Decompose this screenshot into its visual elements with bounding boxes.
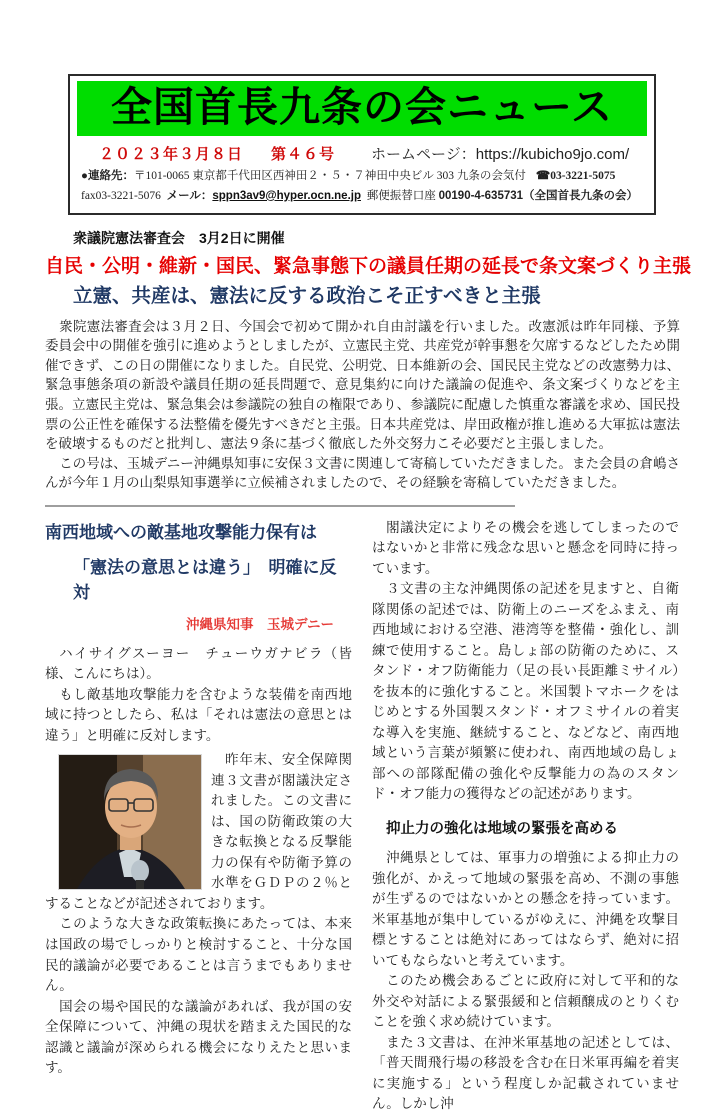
feature-paragraph: ３文書の主な沖縄関係の記述を見ますと、自衛隊関係の記述では、防衛上のニーズをふまえ、南西地域における空港、港湾等を整備・強化し、訓練で使用すること。島しょ部の防衛のために、スタンド・オフ防衛能力（足の長い長距離ミサイル）を抜本的に強化すること。米国製トマホークをはじめとする外国製スタンド・オフミサイルの着実な導入を実施、継続すること、などなど、南西地域という言葉が頻繁に使われ、南西地域の島しょ部への部隊配備の強化や反撃能力の為のスタンド・オフ能力の獲得などの記述があります。 bbox=[372, 581, 679, 802]
lead-headline-blue: 立憲、共産は、憲法に反する政治こそ正すべきと主張 bbox=[73, 285, 541, 308]
contact-line-1 bbox=[77, 167, 647, 187]
contact-address: 〒101-0065 東京都千代田区西神田２・５・７神田中央ビル 303 九条の会気付 bbox=[133, 170, 526, 183]
feature-paragraph: このような大きな政策転換にあたっては、本来は国政の場でしっかりと検討すること、十分な国民的議論が必要であることは言うまでもありません。 bbox=[45, 916, 352, 994]
email-label: メール： bbox=[166, 189, 213, 202]
email-link[interactable]: sppn3av9@hyper.ocn.ne.jp bbox=[212, 189, 361, 202]
lead-headline-red: 自民・公明・維新・国民、緊急事態下の議員任期の延長で条文案づくり主張 bbox=[45, 255, 692, 277]
homepage-url-link[interactable]: https://kubicho9jo.com/ bbox=[475, 146, 630, 164]
feature-paragraph: ハイサイグスーヨー チューウガナビラ（皆様、こんにちは）。 bbox=[45, 645, 352, 682]
contact-label: ●連絡先： bbox=[81, 170, 134, 183]
feature-paragraph: 閣議決定によりその機会を逃してしまったのではないかと非常に残念な思いと懸念を同時に持っています。 bbox=[372, 519, 679, 576]
feature-paragraph: もし敵基地攻撃能力を含むような装備を南西地域に持つとしたら、私は「それは憲法の意思とは違う」と明確に反対します。 bbox=[45, 686, 352, 743]
lead-paragraph: 衆院憲法審査会は３月２日、今国会で初めて開かれ自由討議を行いました。改憲派は昨年同様、予算委員会中の開催を強引に進めようとしましたが、立憲民主党、共産党が幹事懇を欠席するなどしたため開催できず、この日の開催になりました。自民党、公明党、日本維新の会、国民民主党などの改憲勢力は、緊急事態条項の新設や議員任期の延長問題で、意見集約に向けた議論の促進や、条文案づくりなどを主張。立憲民主党は、緊急集会は参議院の独自の権限であり、参議院に配慮した慎重な審議を求め、国民投票の公正性を確保する法整備を優先すべきだと主張。日本共産党は、岸田政権が推し進める大軍拡は憲法を破壊するものだと批判し、憲法９条に基づく徹底した外交努力こそ必要だと主張しました。 bbox=[45, 318, 680, 452]
feature-subheading: 抑止力の強化は地域の緊張を高める bbox=[386, 820, 618, 837]
portrait-illustration bbox=[59, 755, 201, 889]
contact-line-2 bbox=[77, 187, 647, 207]
contact-fax: fax03-3221-5076 bbox=[81, 189, 161, 202]
feature-paragraph: このため機会あるごとに政府に対して平和的な外交や対話による緊張緩和と信頼醸成のとりくむことを強く求め続けています。 bbox=[372, 973, 679, 1030]
tamaki-denny-photo bbox=[59, 755, 201, 889]
issue-number: 第４６号 bbox=[271, 146, 336, 164]
lead-kicker: 衆議院憲法審査会 3月2日に開催 bbox=[73, 229, 285, 246]
feature-paragraph: また３文書は、在沖米軍基地の記述としては、「普天間飛行場の移設を含む在日米軍再編を着実に実施する」という程度しか記載されていません。しかし沖 bbox=[372, 1034, 679, 1112]
newsletter-title: 全国首長九条の会ニュース bbox=[111, 84, 613, 130]
contact-phone: ☎03-3221-5075 bbox=[535, 170, 616, 183]
homepage-line bbox=[371, 143, 629, 164]
feature-byline: 沖縄県知事 玉城デニー bbox=[186, 616, 334, 632]
masthead-date-line bbox=[77, 136, 647, 167]
feature-paragraph: 昨年末、安全保障関連３文書が閣議決定されました。この文書には、国の防衛政策の大きな転換となる反撃能力の保有や防衛予算の水準をＧＤＰの２％とすることなどが記述されております。 bbox=[45, 752, 352, 911]
photo-text-flow bbox=[45, 750, 352, 996]
feature-paragraph: 国会の場や国民的な議論があれば、我が国の安全保障について、沖縄の現状を踏まえた国民的な認識と議論が深められる機会になりえたと思います。 bbox=[45, 998, 352, 1076]
postal-account: 00190-4-635731（全国首長九条の会） bbox=[438, 189, 639, 202]
section-divider bbox=[45, 505, 515, 507]
feature-article bbox=[45, 518, 680, 1115]
lead-article bbox=[45, 228, 692, 493]
homepage-label: ホームページ： bbox=[371, 146, 476, 164]
newsletter-title-banner bbox=[77, 81, 647, 136]
feature-right-column bbox=[372, 518, 679, 1115]
issue-date: ２０２３年３月８日 bbox=[99, 146, 244, 164]
feature-paragraph: 沖縄県としては、軍事力の増強による抑止力の強化が、かえって地域の緊張を高め、不測の事態が生ずるのではないかとの懸念を持っています。米軍基地が集中しているがゆえに、沖縄を攻撃目標とすることは絶対にあってはならず、絶対に招いてもならないと考えています。 bbox=[372, 849, 679, 968]
feature-title-line2: 「憲法の意思とは違う」 明確に反対 bbox=[73, 557, 337, 602]
feature-left-column bbox=[45, 518, 352, 1115]
masthead bbox=[68, 74, 656, 215]
lead-paragraph: この号は、玉城デニー沖縄県知事に安保３文書に関連して寄稿していただきました。また会員の倉嶋さんが今年１月の山梨県知事選挙に立候補されましたので、その経験を寄稿していただきました。 bbox=[45, 455, 680, 491]
postal-label: 郵便振替口座 bbox=[366, 189, 436, 202]
feature-title-line1: 南西地域への敵基地攻撃能力保有は bbox=[45, 522, 317, 542]
